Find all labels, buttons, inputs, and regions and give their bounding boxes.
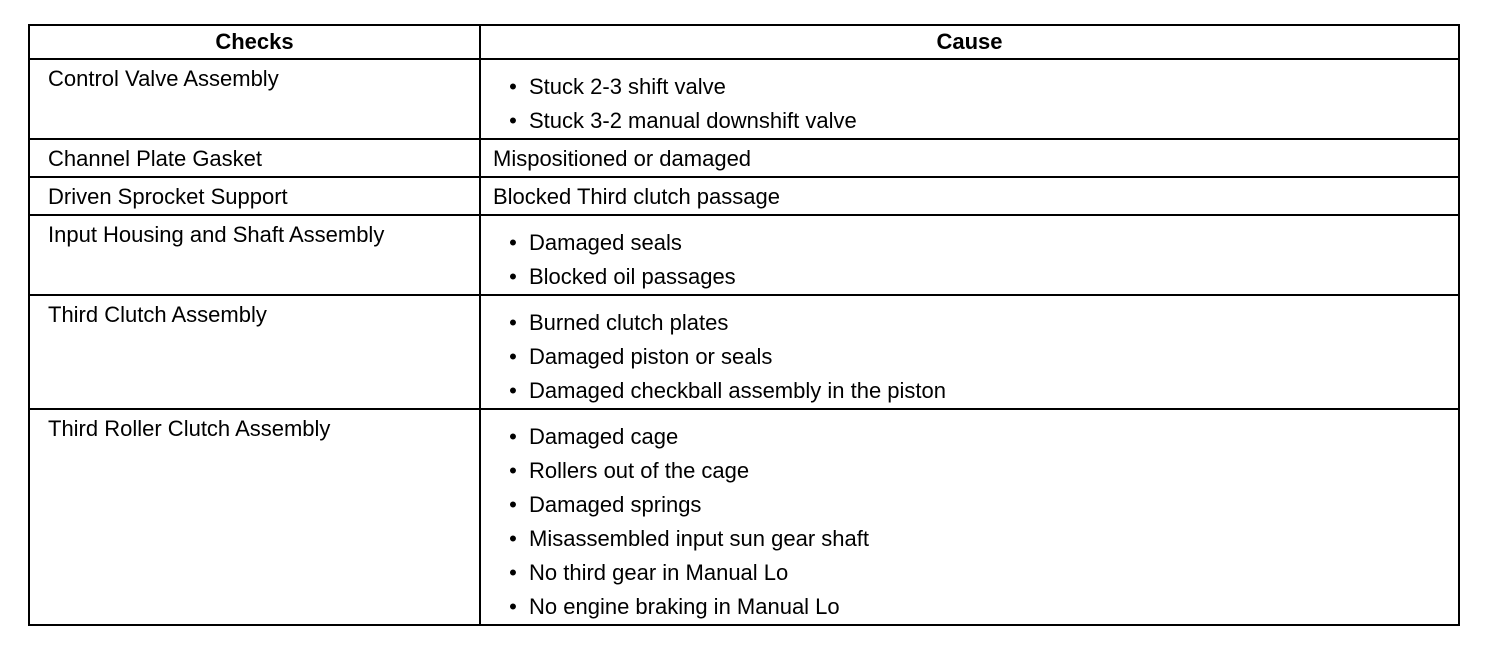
cause-cell: [480, 59, 1459, 139]
cause-text: Misassembled input sun gear shaft: [529, 526, 869, 551]
table-row: [29, 409, 1459, 625]
cause-text: Damaged seals: [529, 230, 682, 255]
header-cause: Cause: [480, 25, 1459, 59]
cause-cell: Blocked Third clutch passage: [480, 177, 1459, 215]
cause-list-item: [505, 522, 1458, 556]
bullet-icon: •: [509, 424, 517, 449]
table-row: [29, 215, 1459, 295]
check-cell: Third Roller Clutch Assembly: [29, 409, 480, 625]
cause-text: Burned clutch plates: [529, 310, 729, 335]
cause-text: No engine braking in Manual Lo: [529, 594, 840, 619]
cause-text: Damaged springs: [529, 492, 702, 517]
check-cell: Third Clutch Assembly: [29, 295, 480, 409]
cause-list-item: [505, 306, 1458, 340]
table-row: [29, 295, 1459, 409]
cause-list-item: [505, 70, 1458, 104]
bullet-icon: •: [509, 526, 517, 551]
cause-text: Damaged checkball assembly in the piston: [529, 378, 947, 403]
bullet-icon: •: [509, 74, 517, 99]
cause-list-item: [505, 590, 1458, 624]
cause-text: Damaged piston or seals: [529, 344, 773, 369]
cause-list-item: [505, 226, 1458, 260]
check-cell: Channel Plate Gasket: [29, 139, 480, 177]
bullet-icon: •: [509, 458, 517, 483]
check-cell: Driven Sprocket Support: [29, 177, 480, 215]
cause-list-item: [505, 104, 1458, 138]
check-cell: Input Housing and Shaft Assembly: [29, 215, 480, 295]
cause-text: Stuck 2-3 shift valve: [529, 74, 726, 99]
cause-list-item: [505, 488, 1458, 522]
cause-text: Blocked oil passages: [529, 264, 736, 289]
cause-cell: Mispositioned or damaged: [480, 139, 1459, 177]
header-checks: Checks: [29, 25, 480, 59]
cause-list: [493, 420, 1458, 624]
cause-text: Stuck 3-2 manual downshift valve: [529, 108, 857, 133]
table-row: [29, 177, 1459, 215]
cause-text: Damaged cage: [529, 424, 679, 449]
cause-list-item: [505, 454, 1458, 488]
bullet-icon: •: [509, 108, 517, 133]
bullet-icon: •: [509, 344, 517, 369]
cause-cell: [480, 409, 1459, 625]
cause-list: [493, 70, 1458, 138]
header-row: [29, 25, 1459, 59]
bullet-icon: •: [509, 492, 517, 517]
check-cell: Control Valve Assembly: [29, 59, 480, 139]
bullet-icon: •: [509, 560, 517, 585]
cause-list-item: [505, 556, 1458, 590]
table-row: [29, 59, 1459, 139]
cause-list: [493, 226, 1458, 294]
bullet-icon: •: [509, 378, 517, 403]
table-header: [29, 25, 1459, 59]
table-body: [29, 59, 1459, 625]
cause-list: [493, 306, 1458, 408]
cause-list-item: [505, 374, 1458, 408]
cause-text: Rollers out of the cage: [529, 458, 750, 483]
cause-list-item: [505, 260, 1458, 294]
cause-cell: [480, 215, 1459, 295]
bullet-icon: •: [509, 230, 517, 255]
cause-list-item: [505, 420, 1458, 454]
diagnosis-table: [28, 24, 1460, 626]
bullet-icon: •: [509, 310, 517, 335]
cause-text: No third gear in Manual Lo: [529, 560, 789, 585]
table-row: [29, 139, 1459, 177]
cause-list-item: [505, 340, 1458, 374]
bullet-icon: •: [509, 594, 517, 619]
bullet-icon: •: [509, 264, 517, 289]
cause-cell: [480, 295, 1459, 409]
